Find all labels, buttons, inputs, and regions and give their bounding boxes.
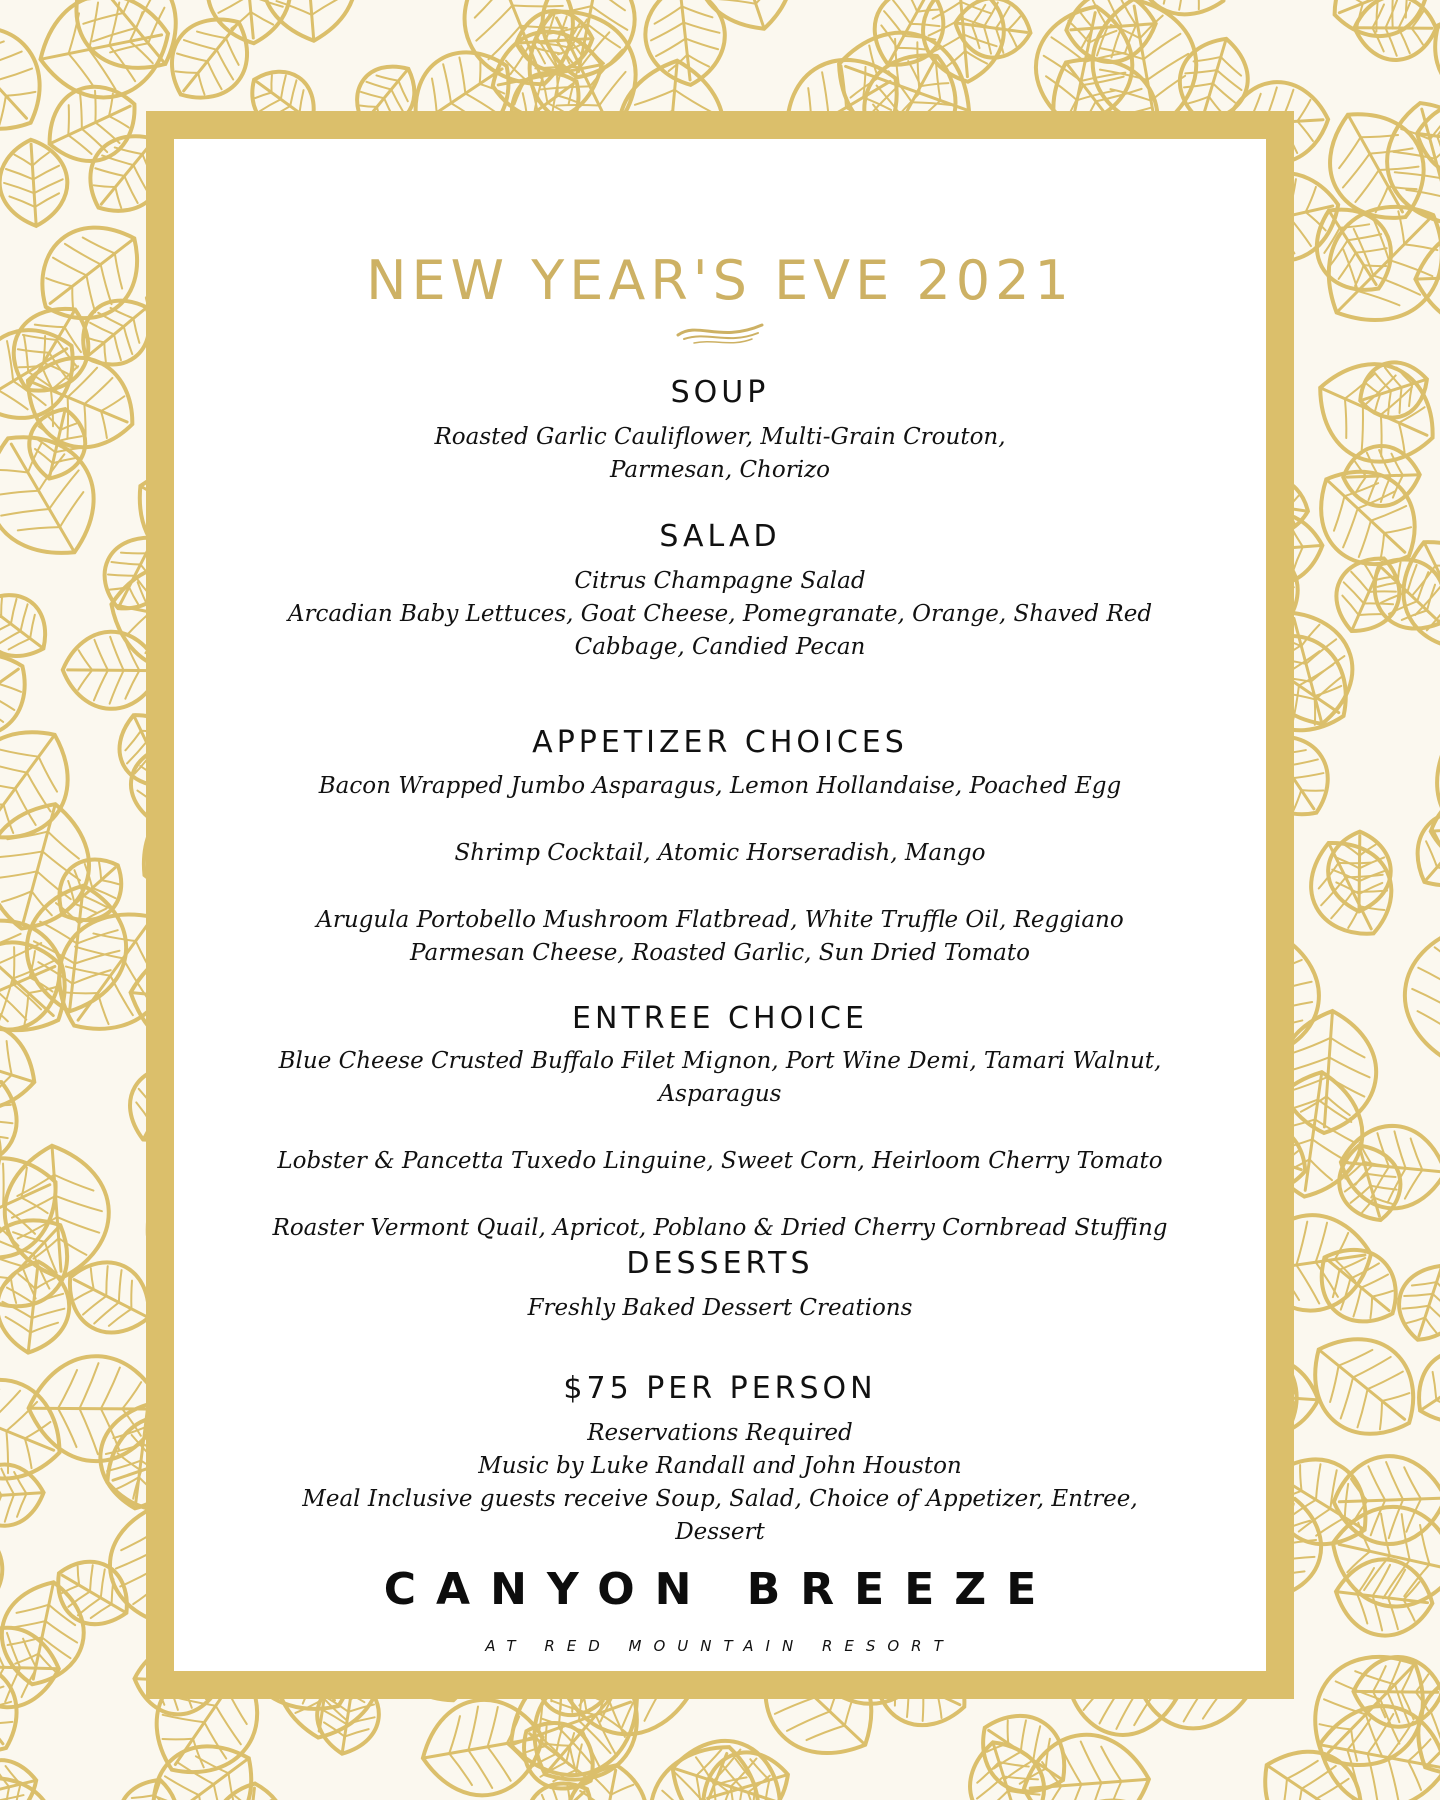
soup-line-1: Roasted Garlic Cauliflower, Multi-Grain Crouton,: [434, 424, 1006, 450]
salad-heading: SALAD: [659, 519, 781, 554]
appetizer-item-1: Bacon Wrapped Jumbo Asparagus, Lemon Hollandaise, Poached Egg: [318, 773, 1122, 799]
soup-line-2: Parmesan, Chorizo: [609, 457, 831, 483]
entree-heading: ENTREE CHOICE: [572, 1001, 868, 1036]
dessert-item-1: Freshly Baked Dessert Creations: [527, 1295, 913, 1321]
entree-item-2: Lobster & Pancetta Tuxedo Linguine, Sweet Corn, Heirloom Cherry Tomato: [277, 1148, 1163, 1174]
entree-item-1-line-2: Asparagus: [658, 1081, 782, 1107]
appetizer-item-3-line-1: Arugula Portobello Mushroom Flatbread, White Truffle Oil, Reggiano: [316, 907, 1124, 933]
price-line-3: Meal Inclusive guests receive Soup, Salad, Choice of Appetizer, Entree,: [302, 1486, 1138, 1512]
appetizer-item-2: Shrimp Cocktail, Atomic Horseradish, Mango: [454, 840, 986, 866]
price-heading: $75 PER PERSON: [563, 1371, 877, 1406]
price-line-4: Dessert: [675, 1519, 765, 1545]
price-line-1: Reservations Required: [587, 1420, 853, 1446]
entree-item-3: Roaster Vermont Quail, Apricot, Poblano & Dried Cherry Cornbread Stuffing: [272, 1215, 1168, 1241]
salad-line-3: Cabbage, Candied Pecan: [574, 634, 866, 660]
entree-item-1-line-1: Blue Cheese Crusted Buffalo Filet Mignon, Port Wine Demi, Tamari Walnut,: [278, 1048, 1162, 1074]
gold-frame: [146, 111, 1294, 1699]
menu-title: NEW YEAR'S EVE 2021: [366, 249, 1074, 312]
dessert-heading: DESSERTS: [626, 1246, 814, 1281]
salad-line-1: Citrus Champagne Salad: [574, 568, 866, 594]
logo-name: CANYON BREEZE: [383, 1564, 1057, 1615]
appetizer-heading: APPETIZER CHOICES: [532, 725, 908, 760]
price-line-2: Music by Luke Randall and John Houston: [478, 1453, 962, 1479]
menu-card: [174, 139, 1266, 1671]
logo-subtitle: AT RED MOUNTAIN RESORT: [485, 1637, 955, 1655]
soup-heading: SOUP: [670, 375, 770, 410]
salad-line-2: Arcadian Baby Lettuces, Goat Cheese, Pomegranate, Orange, Shaved Red: [287, 601, 1153, 627]
appetizer-item-3-line-2: Parmesan Cheese, Roasted Garlic, Sun Dried Tomato: [410, 940, 1030, 966]
flourish-icon: [674, 317, 766, 347]
